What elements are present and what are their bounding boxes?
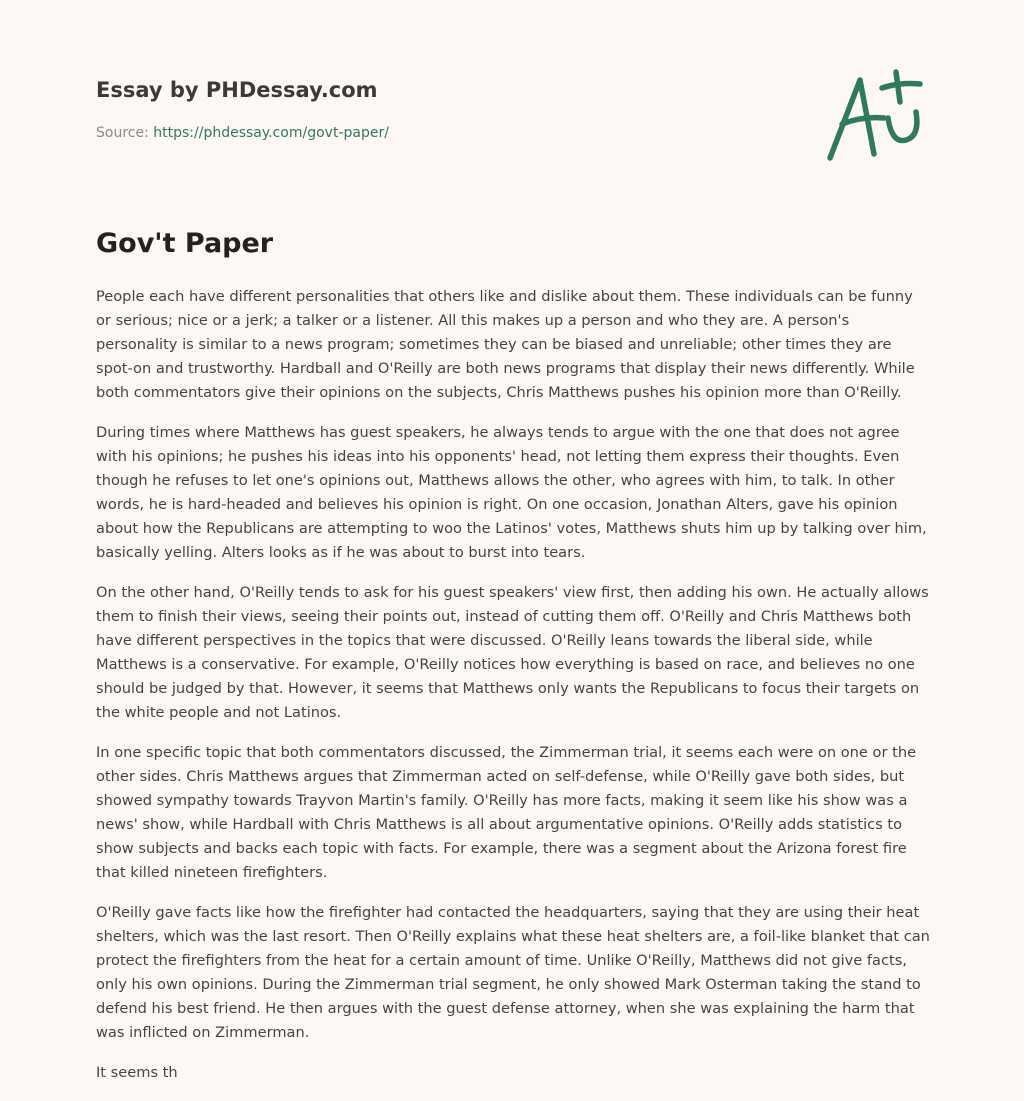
source-link[interactable]: https://phdessay.com/govt-paper/ (153, 125, 389, 141)
essay-paragraph: During times where Matthews has guest speakers, he always tends to argue with the one that does not agree with his opinions; he pushes his ideas into his opponents' head, not letting them express their thoughts. Even though he refuses to let one's opinions out, Matthews allows the other, who agrees with him, to talk. In other words, he is hard-headed and believes his opinion is right. On one occasion, Jonathan Alters, gave his opinion about how the Republicans are attempting to woo the Latinos' votes, Matthews shuts him up by talking over him, basically yelling. Alters looks as if he was about to burst into tears. (96, 424, 927, 561)
source-label: Source: (96, 125, 149, 141)
essay-paragraph: On the other hand, O'Reilly tends to ask for his guest speakers' view first, then adding his own. He actually allows them to finish their views, seeing their points out, instead of cutting them off. O'Reilly and Chris Matthews both have different perspectives in the topics that were discussed. O'Reilly leans towards the liberal side, while Matthews is a conservative. For example, O'Reilly notices how everything is based on race, and believes no one should be judged by that. However, it seems that Matthews only wants the Republicans to focus their targets on the white people and not Latinos. (96, 584, 929, 721)
essay-title: Gov't Paper (96, 228, 274, 259)
essay-paragraph: O'Reilly gave facts like how the firefighter had contacted the headquarters, saying that they are using their heat shelters, which was the last resort. Then O'Reilly explains what these heat shelters are, a foil-like blanket that can protect the firefighters from the heat for a certain amount of time. Unlike O'Reilly, Matthews did not give facts, only his own opinions. During the Zimmerman trial segment, he only showed Mark Osterman taking the stand to defend his best friend. He then argues with the guest defense attorney, when she was explaining the harm that was inflicted on Zimmerman. (96, 904, 930, 1041)
essay-paragraph: People each have different personalities that others like and dislike about them. These individuals can be funny or serious; nice or a jerk; a talker or a listener. All this makes up a person and who they are. A person's personality is similar to a news program; sometimes they can be biased and unreliable; other times they are spot-on and trustworthy. Hardball and O'Reilly are both news programs that display their news differently. While both commentators give their opinions on the subjects, Chris Matthews pushes his opinion more than O'Reilly. (96, 288, 915, 401)
essay-body (96, 285, 932, 1101)
essay-paragraph-truncated: It seems th (96, 1064, 178, 1081)
source-line (96, 124, 696, 142)
a-plus-grade-icon (822, 66, 928, 166)
site-header (96, 78, 696, 142)
site-title: Essay by PHDessay.com (96, 78, 378, 102)
essay-paragraph: In one specific topic that both commentators discussed, the Zimmerman trial, it seems each were on one or the other sides. Chris Matthews argues that Zimmerman acted on self-defense, while O'Reilly gave both sides, but showed sympathy towards Trayvon Martin's family. O'Reilly has more facts, making it seem like his show was a news' show, while Hardball with Chris Matthews is all about argumentative opinions. O'Reilly adds statistics to show subjects and backs each topic with facts. For example, there was a segment about the Arizona forest fire that killed nineteen firefighters. (96, 744, 917, 881)
